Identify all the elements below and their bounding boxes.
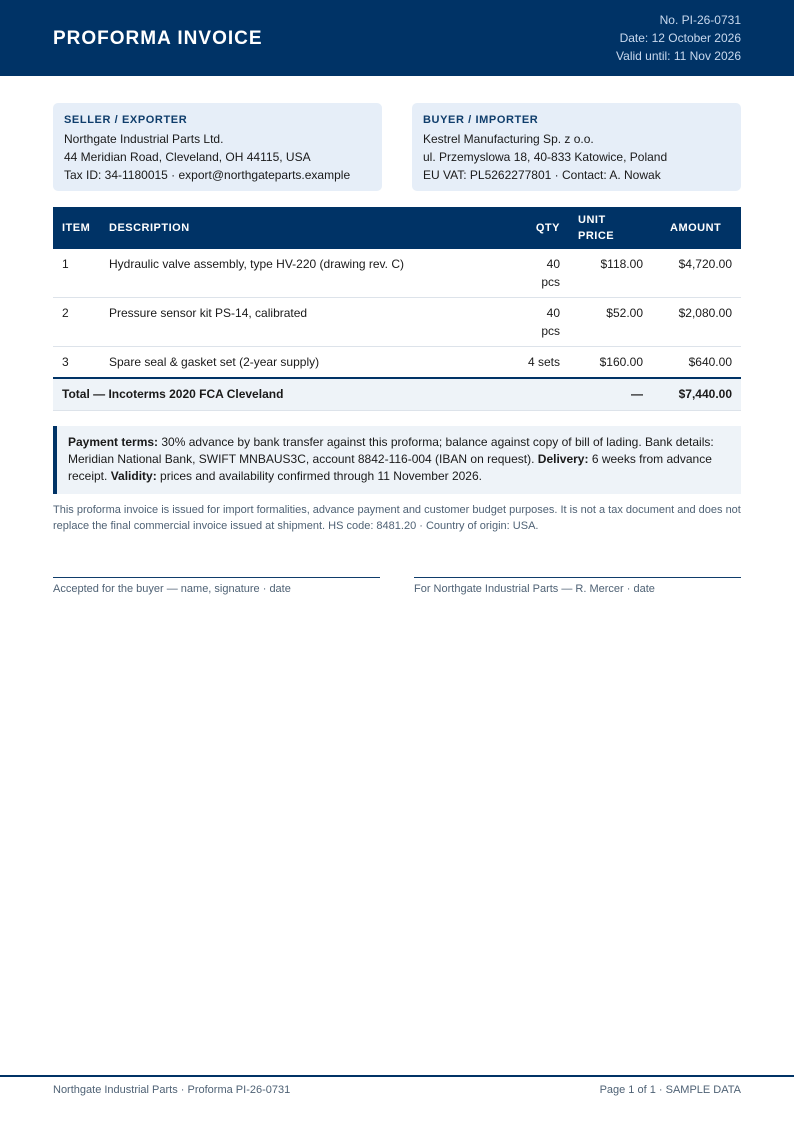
column-header-unit-price-line2: PRICE <box>578 230 615 242</box>
seller-heading: SELLER / EXPORTER <box>64 114 188 126</box>
total-amount: $7,440.00 <box>652 378 741 411</box>
buyer-name: Kestrel Manufacturing Sp. z o.o. <box>423 132 594 146</box>
row-item: 1 <box>53 249 100 298</box>
line-items-table <box>53 207 741 411</box>
seller-address: 44 Meridian Road, Cleveland, OH 44115, USA <box>64 150 311 164</box>
row-qty-number: 40 <box>546 257 560 271</box>
footer-page-info: Page 1 of 1 · SAMPLE DATA <box>599 1084 741 1096</box>
total-label: Total — Incoterms 2020 FCA Cleveland <box>53 378 569 411</box>
row-qty: 4 sets <box>518 347 569 379</box>
disclaimer-note: This proforma invoice is issued for import formalities, advance payment and customer budget purposes. It is not a tax document and does not replace the final commercial invoice issued at shipment. HS code: 8481.20 · Country of origin: USA. <box>53 504 741 532</box>
row-unit-price: $52.00 <box>569 298 652 347</box>
total-unit-price: — <box>569 378 652 411</box>
row-item: 3 <box>53 347 100 379</box>
payment-terms-label: Payment terms: <box>68 435 159 449</box>
row-unit-price: $118.00 <box>569 249 652 298</box>
invoice-meta <box>616 11 741 65</box>
row-qty <box>518 298 569 347</box>
row-amount: $4,720.00 <box>652 249 741 298</box>
buyer-heading: BUYER / IMPORTER <box>423 114 539 126</box>
validity-text: prices and availability confirmed through 11 November 2026. <box>156 469 482 483</box>
document-title: PROFORMA INVOICE <box>53 28 263 49</box>
buyer-address: ul. Przemyslowa 18, 40-833 Katowice, Poland <box>423 150 668 164</box>
row-amount: $640.00 <box>652 347 741 379</box>
seller-box <box>53 103 382 191</box>
seller-name: Northgate Industrial Parts Ltd. <box>64 132 224 146</box>
seller-signature-line: For Northgate Industrial Parts — R. Mercer · date <box>414 577 741 595</box>
footer-left: Northgate Industrial Parts · Proforma PI-26-0731 <box>53 1084 291 1096</box>
row-qty-unit: pcs <box>541 275 560 289</box>
invoice-date: Date: 12 October 2026 <box>619 31 741 45</box>
document-header <box>0 0 794 76</box>
row-amount: $2,080.00 <box>652 298 741 347</box>
buyer-signature-line: Accepted for the buyer — name, signature · date <box>53 577 380 595</box>
footer-divider <box>0 1075 794 1077</box>
row-qty-number: 40 <box>546 306 560 320</box>
column-header-amount: AMOUNT <box>652 207 741 249</box>
total-row <box>53 378 741 411</box>
row-description: Hydraulic valve assembly, type HV-220 (drawing rev. C) <box>100 249 518 298</box>
row-unit-price: $160.00 <box>569 347 652 379</box>
column-header-description: DESCRIPTION <box>100 207 518 249</box>
row-qty-unit: pcs <box>541 324 560 338</box>
column-header-item: ITEM <box>53 207 100 249</box>
row-item: 2 <box>53 298 100 347</box>
column-header-unit-price <box>569 207 652 249</box>
invoice-number: No. PI-26-0731 <box>659 13 741 27</box>
invoice-valid-until: Valid until: 11 Nov 2026 <box>616 49 741 63</box>
validity-label: Validity: <box>110 469 157 483</box>
column-header-qty: QTY <box>518 207 569 249</box>
table-row <box>53 298 741 347</box>
column-header-unit-price-line1: UNIT <box>578 214 606 226</box>
delivery-label: Delivery: <box>537 452 589 466</box>
payment-terms-box <box>53 426 741 494</box>
row-description: Pressure sensor kit PS-14, calibrated <box>100 298 518 347</box>
buyer-box <box>412 103 741 191</box>
buyer-vat-contact: EU VAT: PL5262277801 · Contact: A. Nowak <box>423 168 661 182</box>
seller-tax-email: Tax ID: 34-1180015 · export@northgateparts.example <box>64 168 351 182</box>
table-row <box>53 347 741 379</box>
delivery-text: 6 weeks from advance receipt. <box>68 452 712 483</box>
row-description: Spare seal & gasket set (2-year supply) <box>100 347 518 379</box>
payment-terms-text: 30% advance by bank transfer against this proforma; balance against copy of bill of lading. Bank details: Meridian National Bank, SWIFT MNBAUS3C, account 8842-116-004 (IBAN on request). <box>68 435 714 466</box>
row-qty <box>518 249 569 298</box>
table-header-row <box>53 207 741 249</box>
table-row <box>53 249 741 298</box>
